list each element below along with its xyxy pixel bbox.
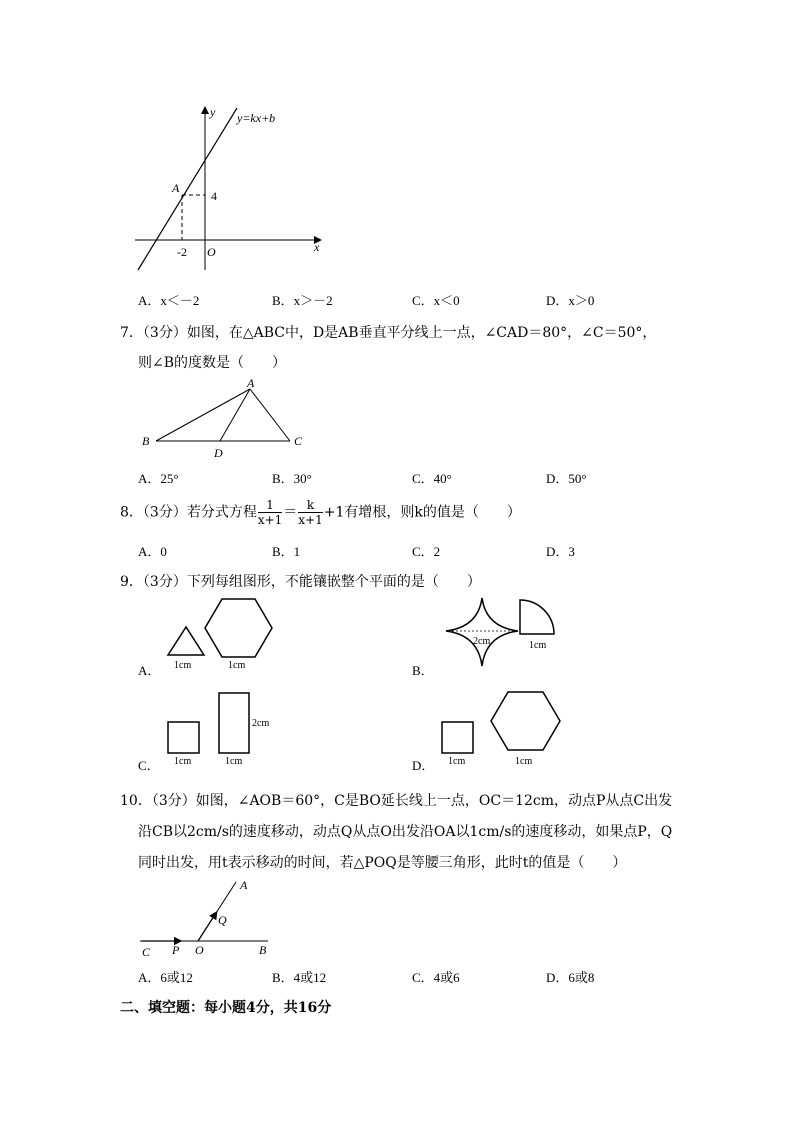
triangle-shape [168, 627, 204, 655]
q7-option-b[interactable]: B．30° [272, 471, 312, 486]
concave-star-shape [446, 598, 518, 666]
q10-figure [136, 874, 286, 960]
q8-option-d[interactable]: D．3 [546, 544, 575, 559]
label-O: O [207, 245, 216, 259]
q10-stem-line2: 沿CB以2cm/s的速度移动，动点Q从点O出发沿OA以1cm/s的速度移动，如果点P，Q [138, 824, 673, 840]
q8-option-c[interactable]: C．2 [412, 544, 441, 559]
q8-option-b[interactable]: B．1 [272, 544, 301, 559]
label-C: C [294, 434, 303, 448]
q10-option-b[interactable]: B．4或12 [272, 970, 327, 985]
quarter-circle-shape [520, 600, 554, 634]
d-label-1: 1cm [448, 756, 466, 767]
label-x: x [314, 240, 320, 254]
b-label-1: 2cm [473, 636, 491, 647]
label-neg2: -2 [177, 245, 187, 259]
q9-option-a[interactable]: A． [138, 663, 161, 678]
a-label-1: 1cm [174, 660, 192, 671]
q10-option-a[interactable]: A．6或12 [138, 970, 193, 985]
q9-b-shapes [438, 596, 568, 672]
label-A: A [240, 878, 248, 892]
c-label-3: 2cm [252, 718, 270, 729]
label-A: A [247, 376, 255, 390]
q9-stem: 9．（3分）下列每组图形，不能镶嵌整个平面的是（ ） [120, 574, 481, 590]
square-shape [442, 722, 473, 753]
q6-option-b[interactable]: B．x＞－2 [272, 293, 333, 308]
hexagon-shape [491, 692, 560, 750]
q6-option-a[interactable]: A．x＜－2 [138, 293, 200, 308]
label-B: B [259, 943, 267, 957]
section-2-heading: 二、填空题：每小题4分，共16分 [120, 1000, 332, 1016]
q8-fraction-1 [258, 498, 282, 527]
q7-stem-line2: 则∠B的度数是（ ） [138, 355, 287, 371]
q7-option-d[interactable]: D．50° [546, 471, 587, 486]
q9-option-b[interactable]: B． [412, 663, 434, 678]
b-label-2: 1cm [529, 640, 547, 651]
q8-frac2-den: x+1 [298, 513, 323, 527]
q7-option-c[interactable]: C．40° [412, 471, 452, 486]
c-label-2: 1cm [225, 756, 243, 767]
q10-option-c[interactable]: C．4或6 [412, 970, 460, 985]
label-D: D [214, 446, 223, 460]
q7-option-a[interactable]: A．25° [138, 471, 179, 486]
label-A: A [172, 181, 180, 195]
q10-option-d[interactable]: D．6或8 [546, 970, 595, 985]
label-O: O [195, 943, 204, 957]
q9-a-shapes [160, 594, 280, 674]
q9-option-c[interactable]: C． [138, 758, 160, 773]
q8-equals: ＝ [283, 504, 298, 521]
q7-stem-line1: 7．（3分）如图，在△ABC中，D是AB垂直平分线上一点，∠CAD＝80°，∠C＝50°， [120, 325, 657, 341]
q10-stem-line3: 同时出发，用t表示移动的时间，若△POQ是等腰三角形，此时t的值是（ ） [138, 855, 627, 871]
hexagon-shape [205, 599, 272, 657]
q9-option-d[interactable]: D． [412, 758, 435, 773]
q9-d-shapes [434, 688, 574, 768]
label-P: P [172, 943, 180, 957]
label-Q: Q [218, 913, 227, 927]
label-line: y=kx+b [237, 111, 276, 125]
q7-triangle [138, 376, 318, 460]
q9-c-shapes [160, 688, 280, 768]
q8-frac1-num: 1 [258, 498, 282, 513]
square-shape [168, 722, 199, 753]
q8-frac1-den: x+1 [257, 513, 283, 527]
q10-stem-line1: 10．（3分）如图，∠AOB＝60°，C是BO延长线上一点，OC＝12cm，动点P从点C出发 [120, 793, 673, 809]
q6-option-d[interactable]: D．x＞0 [546, 293, 595, 308]
d-label-2: 1cm [515, 756, 533, 767]
c-label-1: 1cm [174, 756, 192, 767]
q6-graph [130, 100, 330, 275]
line-kxb [138, 108, 237, 270]
tall-rectangle-shape [219, 693, 249, 753]
q8-fraction-2 [298, 498, 322, 527]
q8-frac2-num: k [298, 498, 322, 513]
q8-stem [120, 498, 521, 527]
q8-suffix: +1有增根，则k的值是（ ） [323, 504, 521, 521]
label-C: C [142, 945, 151, 959]
label-y: y [210, 105, 216, 119]
label-B: B [142, 434, 150, 448]
q8-option-a[interactable]: A．0 [138, 544, 167, 559]
a-label-2: 1cm [228, 660, 246, 671]
label-4: 4 [211, 189, 217, 203]
q8-prefix: 8．（3分）若分式方程 [120, 504, 257, 521]
q6-option-c[interactable]: C．x＜0 [412, 293, 460, 308]
